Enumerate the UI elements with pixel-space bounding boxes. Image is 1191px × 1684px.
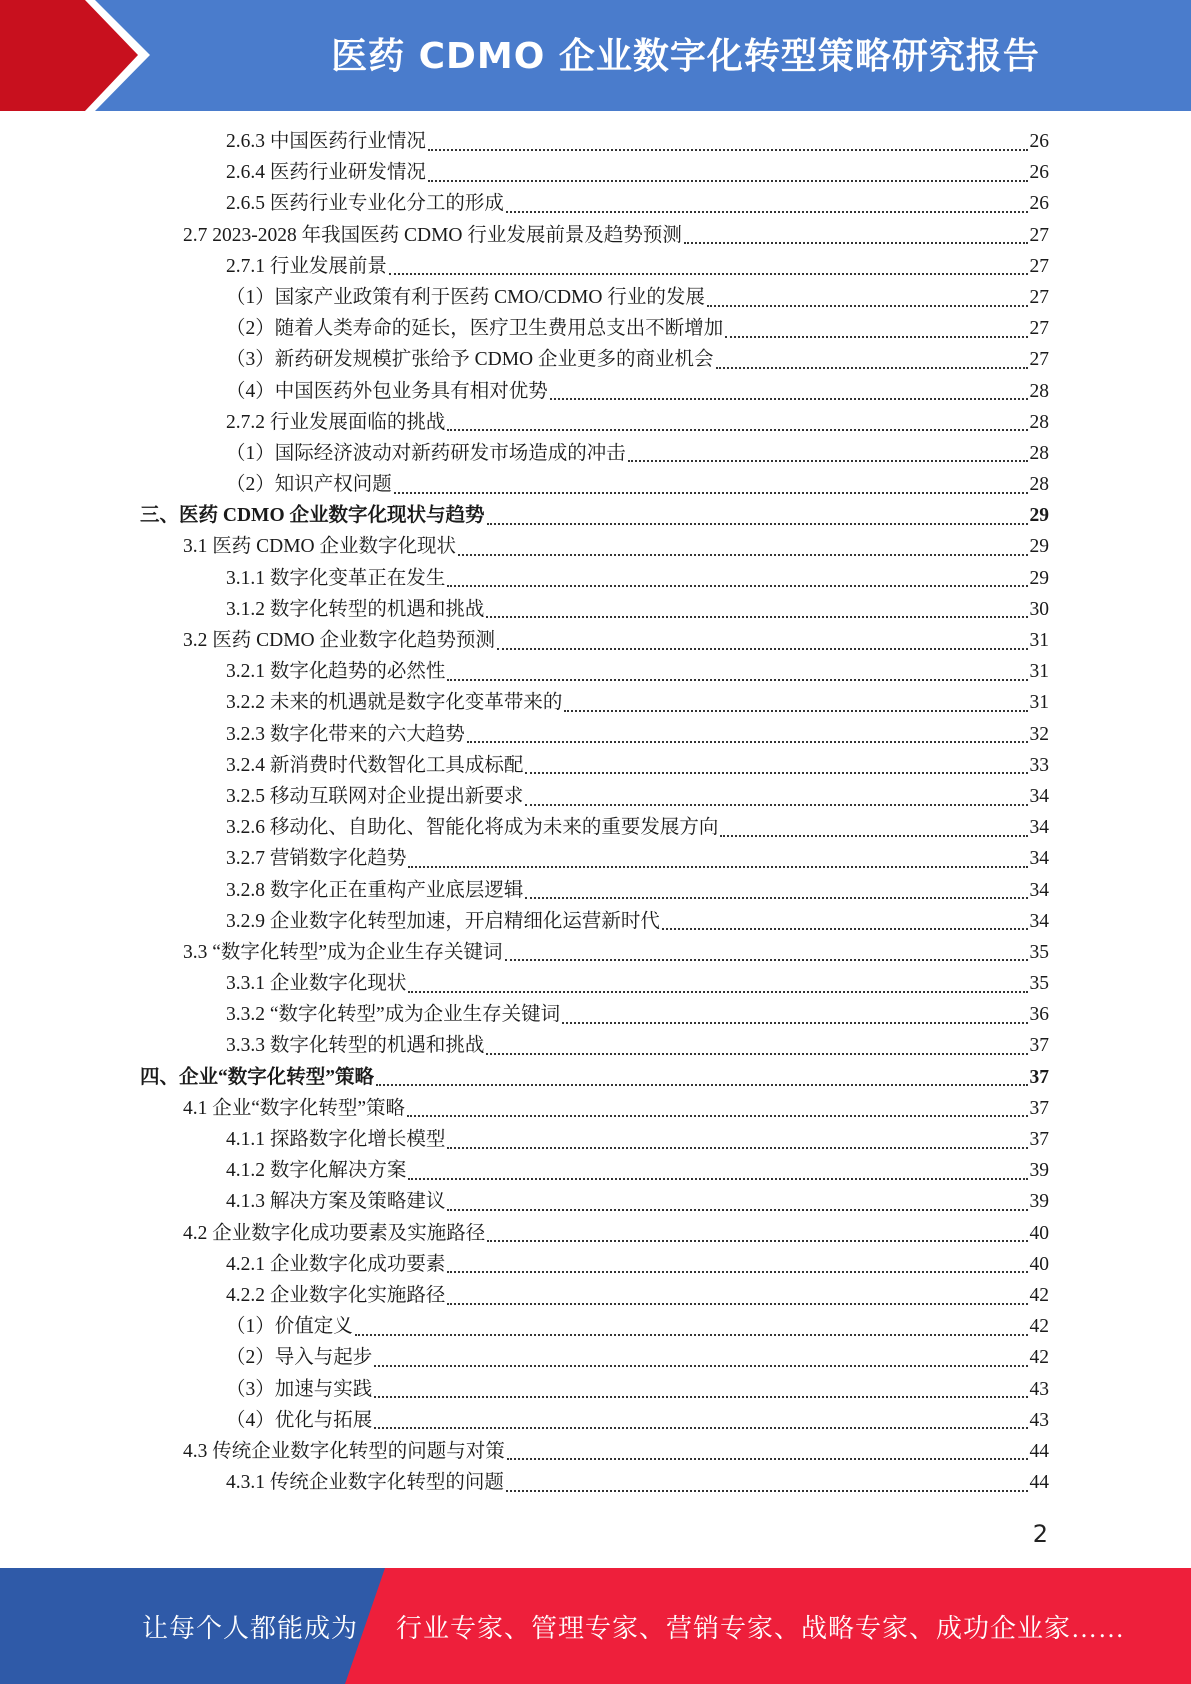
toc-entry-label: （2）知识产权问题 <box>226 474 392 496</box>
toc-entry-label: （1）国际经济波动对新药研发市场造成的冲击 <box>226 442 626 464</box>
toc-entry-label: 3.1.1 数字化变革正在发生 <box>226 567 446 589</box>
toc-entry-page: 43 <box>1029 1409 1049 1431</box>
toc-entry-page: 29 <box>1029 505 1049 527</box>
toc-entry[interactable] <box>140 937 1049 968</box>
toc-entry-page: 35 <box>1029 973 1049 995</box>
toc-entry[interactable] <box>140 687 1049 718</box>
toc-entry-label: 3.3.1 企业数字化现状 <box>226 973 407 995</box>
toc-entry-page: 40 <box>1029 1222 1049 1244</box>
toc-entry-label: 三、医药 CDMO 企业数字化现状与趋势 <box>140 505 485 527</box>
toc-entry[interactable] <box>140 188 1049 219</box>
toc-dot-leader <box>447 1271 1027 1273</box>
toc-entry-label: 4.2.1 企业数字化成功要素 <box>226 1253 446 1275</box>
toc-entry[interactable] <box>140 1280 1049 1311</box>
toc-entry[interactable] <box>140 1467 1049 1498</box>
toc-entry-page: 29 <box>1029 536 1049 558</box>
toc-entry[interactable] <box>140 1405 1049 1436</box>
toc-dot-leader <box>447 679 1027 681</box>
toc-entry-page: 31 <box>1029 661 1049 683</box>
toc-entry-page: 26 <box>1029 162 1049 184</box>
toc-dot-leader <box>374 1427 1027 1429</box>
toc-entry-page: 27 <box>1029 286 1049 308</box>
toc-entry[interactable] <box>140 376 1049 407</box>
toc-entry[interactable] <box>140 407 1049 438</box>
toc-entry-label: 3.2 医药 CDMO 企业数字化趋势预测 <box>183 630 496 651</box>
toc-entry[interactable] <box>140 1436 1049 1467</box>
toc-entry[interactable] <box>140 282 1049 313</box>
toc-entry-page: 34 <box>1029 848 1049 870</box>
toc-entry-label: （4）优化与拓展 <box>226 1409 373 1431</box>
toc-entry[interactable] <box>140 625 1049 656</box>
toc-dot-leader <box>458 554 1027 556</box>
toc-entry-page: 34 <box>1029 817 1049 839</box>
toc-entry-label: 3.2.8 数字化正在重构产业底层逻辑 <box>226 879 524 901</box>
footer-slogan-left: 让每个人都能成为 <box>142 1613 359 1643</box>
toc-entry-label: 四、企业“数字化转型”策略 <box>140 1066 375 1088</box>
toc-entry-label: 3.3.3 数字化转型的机遇和挑战 <box>226 1035 485 1057</box>
toc-entry-page: 33 <box>1029 754 1049 776</box>
toc-dot-leader <box>506 211 1028 213</box>
toc-entry-label: （3）加速与实践 <box>226 1378 373 1400</box>
footer-slogan-right: 行业专家、管理专家、营销专家、战略专家、成功企业家…… <box>396 1613 1126 1643</box>
toc-dot-leader <box>487 523 1028 525</box>
toc-dot-leader <box>428 149 1028 151</box>
toc-entry[interactable] <box>140 1249 1049 1280</box>
toc-entry[interactable] <box>140 750 1049 781</box>
toc-entry-page: 42 <box>1029 1284 1049 1306</box>
toc-entry-page: 37 <box>1029 1097 1049 1119</box>
toc-dot-leader <box>628 460 1028 462</box>
toc-dot-leader <box>374 1365 1027 1367</box>
toc-entry[interactable] <box>140 500 1049 531</box>
toc-entry-page: 35 <box>1029 941 1049 963</box>
toc-entry[interactable] <box>140 1311 1049 1342</box>
toc-entry[interactable] <box>140 563 1049 594</box>
toc-entry[interactable] <box>140 1374 1049 1405</box>
toc-dot-leader <box>447 1147 1027 1149</box>
toc-entry[interactable] <box>140 875 1049 906</box>
toc-entry[interactable] <box>140 999 1049 1030</box>
toc-entry-page: 44 <box>1029 1440 1049 1462</box>
toc-entry-label: 4.1.3 解决方案及策略建议 <box>226 1191 446 1213</box>
toc-entry-label: （1）价值定义 <box>226 1316 353 1338</box>
report-title: 医药 CDMO 企业数字化转型策略研究报告 <box>331 36 1040 77</box>
page-footer <box>0 1568 1191 1684</box>
toc-entry[interactable] <box>140 469 1049 500</box>
toc-entry[interactable] <box>140 656 1049 687</box>
toc-entry-page: 28 <box>1029 474 1049 496</box>
toc-entry[interactable] <box>140 812 1049 843</box>
toc-entry[interactable] <box>140 1155 1049 1186</box>
toc-dot-leader <box>720 835 1027 837</box>
toc-dot-leader <box>562 1022 1027 1024</box>
toc-dot-leader <box>486 616 1027 618</box>
toc-entry[interactable] <box>140 1218 1049 1249</box>
toc-dot-leader <box>408 1178 1027 1180</box>
toc-entry-label: 2.7.2 行业发展面临的挑战 <box>226 411 446 433</box>
toc-entry-label: （1）国家产业政策有利于医药 CMO/CDMO 行业的发展 <box>226 286 705 308</box>
toc-entry[interactable] <box>140 843 1049 874</box>
toc-entry-page: 42 <box>1029 1347 1049 1369</box>
toc-entry-page: 31 <box>1029 630 1049 651</box>
toc-entry-page: 42 <box>1029 1316 1049 1338</box>
toc-entry-label: 2.6.4 医药行业研发情况 <box>226 162 426 184</box>
toc-dot-leader <box>662 928 1028 930</box>
table-of-contents <box>140 126 1049 1498</box>
toc-dot-leader <box>447 585 1027 587</box>
toc-entry-label: 4.1.1 探路数字化增长模型 <box>226 1129 446 1150</box>
toc-dot-leader <box>447 1209 1027 1211</box>
toc-dot-leader <box>505 959 1028 961</box>
toc-entry-label: 3.2.4 新消费时代数智化工具成标配 <box>226 754 524 776</box>
toc-entry-page: 36 <box>1029 1004 1049 1026</box>
toc-entry-page: 39 <box>1029 1160 1049 1182</box>
toc-entry-label: 3.2.6 移动化、自助化、智能化将成为未来的重要发展方向 <box>226 817 719 839</box>
toc-entry-page: 27 <box>1029 224 1049 246</box>
toc-entry-label: （2）导入与起步 <box>226 1347 373 1369</box>
toc-dot-leader <box>376 1084 1027 1086</box>
toc-entry-page: 28 <box>1029 442 1049 464</box>
toc-dot-leader <box>497 648 1027 650</box>
toc-dot-leader <box>716 367 1028 369</box>
toc-dot-leader <box>486 1053 1027 1055</box>
toc-entry-label: （3）新药研发规模扩张给予 CDMO 企业更多的商业机会 <box>226 349 714 371</box>
toc-entry-page: 26 <box>1029 131 1049 152</box>
toc-entry[interactable] <box>140 781 1049 812</box>
toc-entry[interactable] <box>140 251 1049 282</box>
toc-entry-page: 31 <box>1029 692 1049 714</box>
toc-dot-leader <box>707 305 1028 307</box>
toc-entry[interactable] <box>140 313 1049 344</box>
toc-entry-page: 28 <box>1029 411 1049 433</box>
toc-entry-page: 37 <box>1029 1129 1049 1150</box>
toc-entry[interactable] <box>140 126 1049 157</box>
toc-entry-page: 43 <box>1029 1378 1049 1400</box>
toc-entry-label: 3.2.7 营销数字化趋势 <box>226 848 407 870</box>
toc-dot-leader <box>467 741 1028 743</box>
toc-entry-label: 4.2.2 企业数字化实施路径 <box>226 1284 446 1306</box>
toc-entry[interactable] <box>140 719 1049 750</box>
toc-entry-page: 39 <box>1029 1191 1049 1213</box>
toc-entry[interactable] <box>140 1124 1049 1155</box>
toc-dot-leader <box>389 273 1028 275</box>
toc-entry-page: 32 <box>1029 723 1049 745</box>
toc-entry-label: 3.3.2 “数字化转型”成为企业生存关键词 <box>226 1004 561 1026</box>
header-chevron-decoration <box>0 0 160 111</box>
toc-dot-leader <box>374 1396 1027 1398</box>
toc-entry-label: 4.1.2 数字化解决方案 <box>226 1160 407 1182</box>
toc-entry-page: 30 <box>1029 598 1049 620</box>
toc-dot-leader <box>394 492 1028 494</box>
toc-entry[interactable] <box>140 906 1049 937</box>
toc-dot-leader <box>564 710 1027 712</box>
toc-entry[interactable] <box>140 438 1049 469</box>
toc-entry-label: 2.6.3 中国医药行业情况 <box>226 131 426 152</box>
toc-entry-page: 34 <box>1029 785 1049 807</box>
toc-entry-label: 2.6.5 医药行业专业化分工的形成 <box>226 193 504 215</box>
toc-entry-page: 27 <box>1029 318 1049 340</box>
toc-entry[interactable] <box>140 531 1049 562</box>
toc-entry-label: 3.2.2 未来的机遇就是数字化变革带来的 <box>226 692 563 714</box>
toc-entry-label: 2.7.1 行业发展前景 <box>226 255 387 277</box>
toc-entry-label: 3.3 “数字化转型”成为企业生存关键词 <box>183 941 503 963</box>
toc-entry[interactable] <box>140 157 1049 188</box>
toc-entry-page: 28 <box>1029 380 1049 402</box>
toc-dot-leader <box>487 1240 1027 1242</box>
toc-entry[interactable] <box>140 1062 1049 1093</box>
toc-entry[interactable] <box>140 968 1049 999</box>
toc-entry-page: 34 <box>1029 879 1049 901</box>
toc-dot-leader <box>525 772 1027 774</box>
toc-entry-page: 37 <box>1029 1066 1049 1088</box>
toc-dot-leader <box>507 1458 1028 1460</box>
toc-dot-leader <box>550 398 1028 400</box>
toc-entry-label: 3.2.9 企业数字化转型加速，开启精细化运营新时代 <box>226 910 660 932</box>
toc-entry[interactable] <box>140 594 1049 625</box>
toc-entry[interactable] <box>140 1342 1049 1373</box>
toc-dot-leader <box>408 866 1027 868</box>
toc-entry-page: 29 <box>1029 567 1049 589</box>
toc-dot-leader <box>428 180 1028 182</box>
toc-entry-page: 26 <box>1029 193 1049 215</box>
toc-entry[interactable] <box>140 1030 1049 1061</box>
toc-dot-leader <box>725 336 1027 338</box>
toc-dot-leader <box>506 1490 1028 1492</box>
toc-entry-label: 3.1 医药 CDMO 企业数字化现状 <box>183 536 457 558</box>
toc-entry-page: 34 <box>1029 910 1049 932</box>
toc-entry[interactable] <box>140 1186 1049 1217</box>
toc-dot-leader <box>447 1303 1027 1305</box>
toc-entry-page: 44 <box>1029 1472 1049 1494</box>
toc-entry-label: 4.3.1 传统企业数字化转型的问题 <box>226 1472 504 1494</box>
toc-entry-label: （2）随着人类寿命的延长，医疗卫生费用总支出不断增加 <box>226 318 724 340</box>
toc-entry-label: 3.2.1 数字化趋势的必然性 <box>226 661 446 683</box>
toc-dot-leader <box>407 1115 1027 1117</box>
toc-dot-leader <box>684 242 1028 244</box>
toc-dot-leader <box>447 429 1027 431</box>
toc-entry-label: 4.1 企业“数字化转型”策略 <box>183 1097 406 1119</box>
toc-dot-leader <box>525 804 1027 806</box>
toc-dot-leader <box>525 897 1027 899</box>
toc-entry-page: 37 <box>1029 1035 1049 1057</box>
toc-entry[interactable] <box>140 1093 1049 1124</box>
toc-entry[interactable] <box>140 344 1049 375</box>
toc-entry-page: 27 <box>1029 255 1049 277</box>
toc-entry-label: （4）中国医药外包业务具有相对优势 <box>226 380 548 402</box>
toc-dot-leader <box>355 1334 1028 1336</box>
toc-entry-label: 3.1.2 数字化转型的机遇和挑战 <box>226 598 485 620</box>
toc-dot-leader <box>408 991 1027 993</box>
report-header <box>0 0 1191 111</box>
toc-entry-label: 3.2.5 移动互联网对企业提出新要求 <box>226 785 524 807</box>
toc-entry[interactable] <box>140 220 1049 251</box>
toc-entry-label: 4.2 企业数字化成功要素及实施路径 <box>183 1222 486 1244</box>
toc-entry-page: 40 <box>1029 1253 1049 1275</box>
toc-entry-label: 4.3 传统企业数字化转型的问题与对策 <box>183 1440 505 1462</box>
page-number: 2 <box>1032 1520 1048 1548</box>
toc-entry-page: 27 <box>1029 349 1049 371</box>
toc-entry-label: 2.7 2023-2028 年我国医药 CDMO 行业发展前景及趋势预测 <box>183 224 682 246</box>
toc-entry-label: 3.2.3 数字化带来的六大趋势 <box>226 723 465 745</box>
